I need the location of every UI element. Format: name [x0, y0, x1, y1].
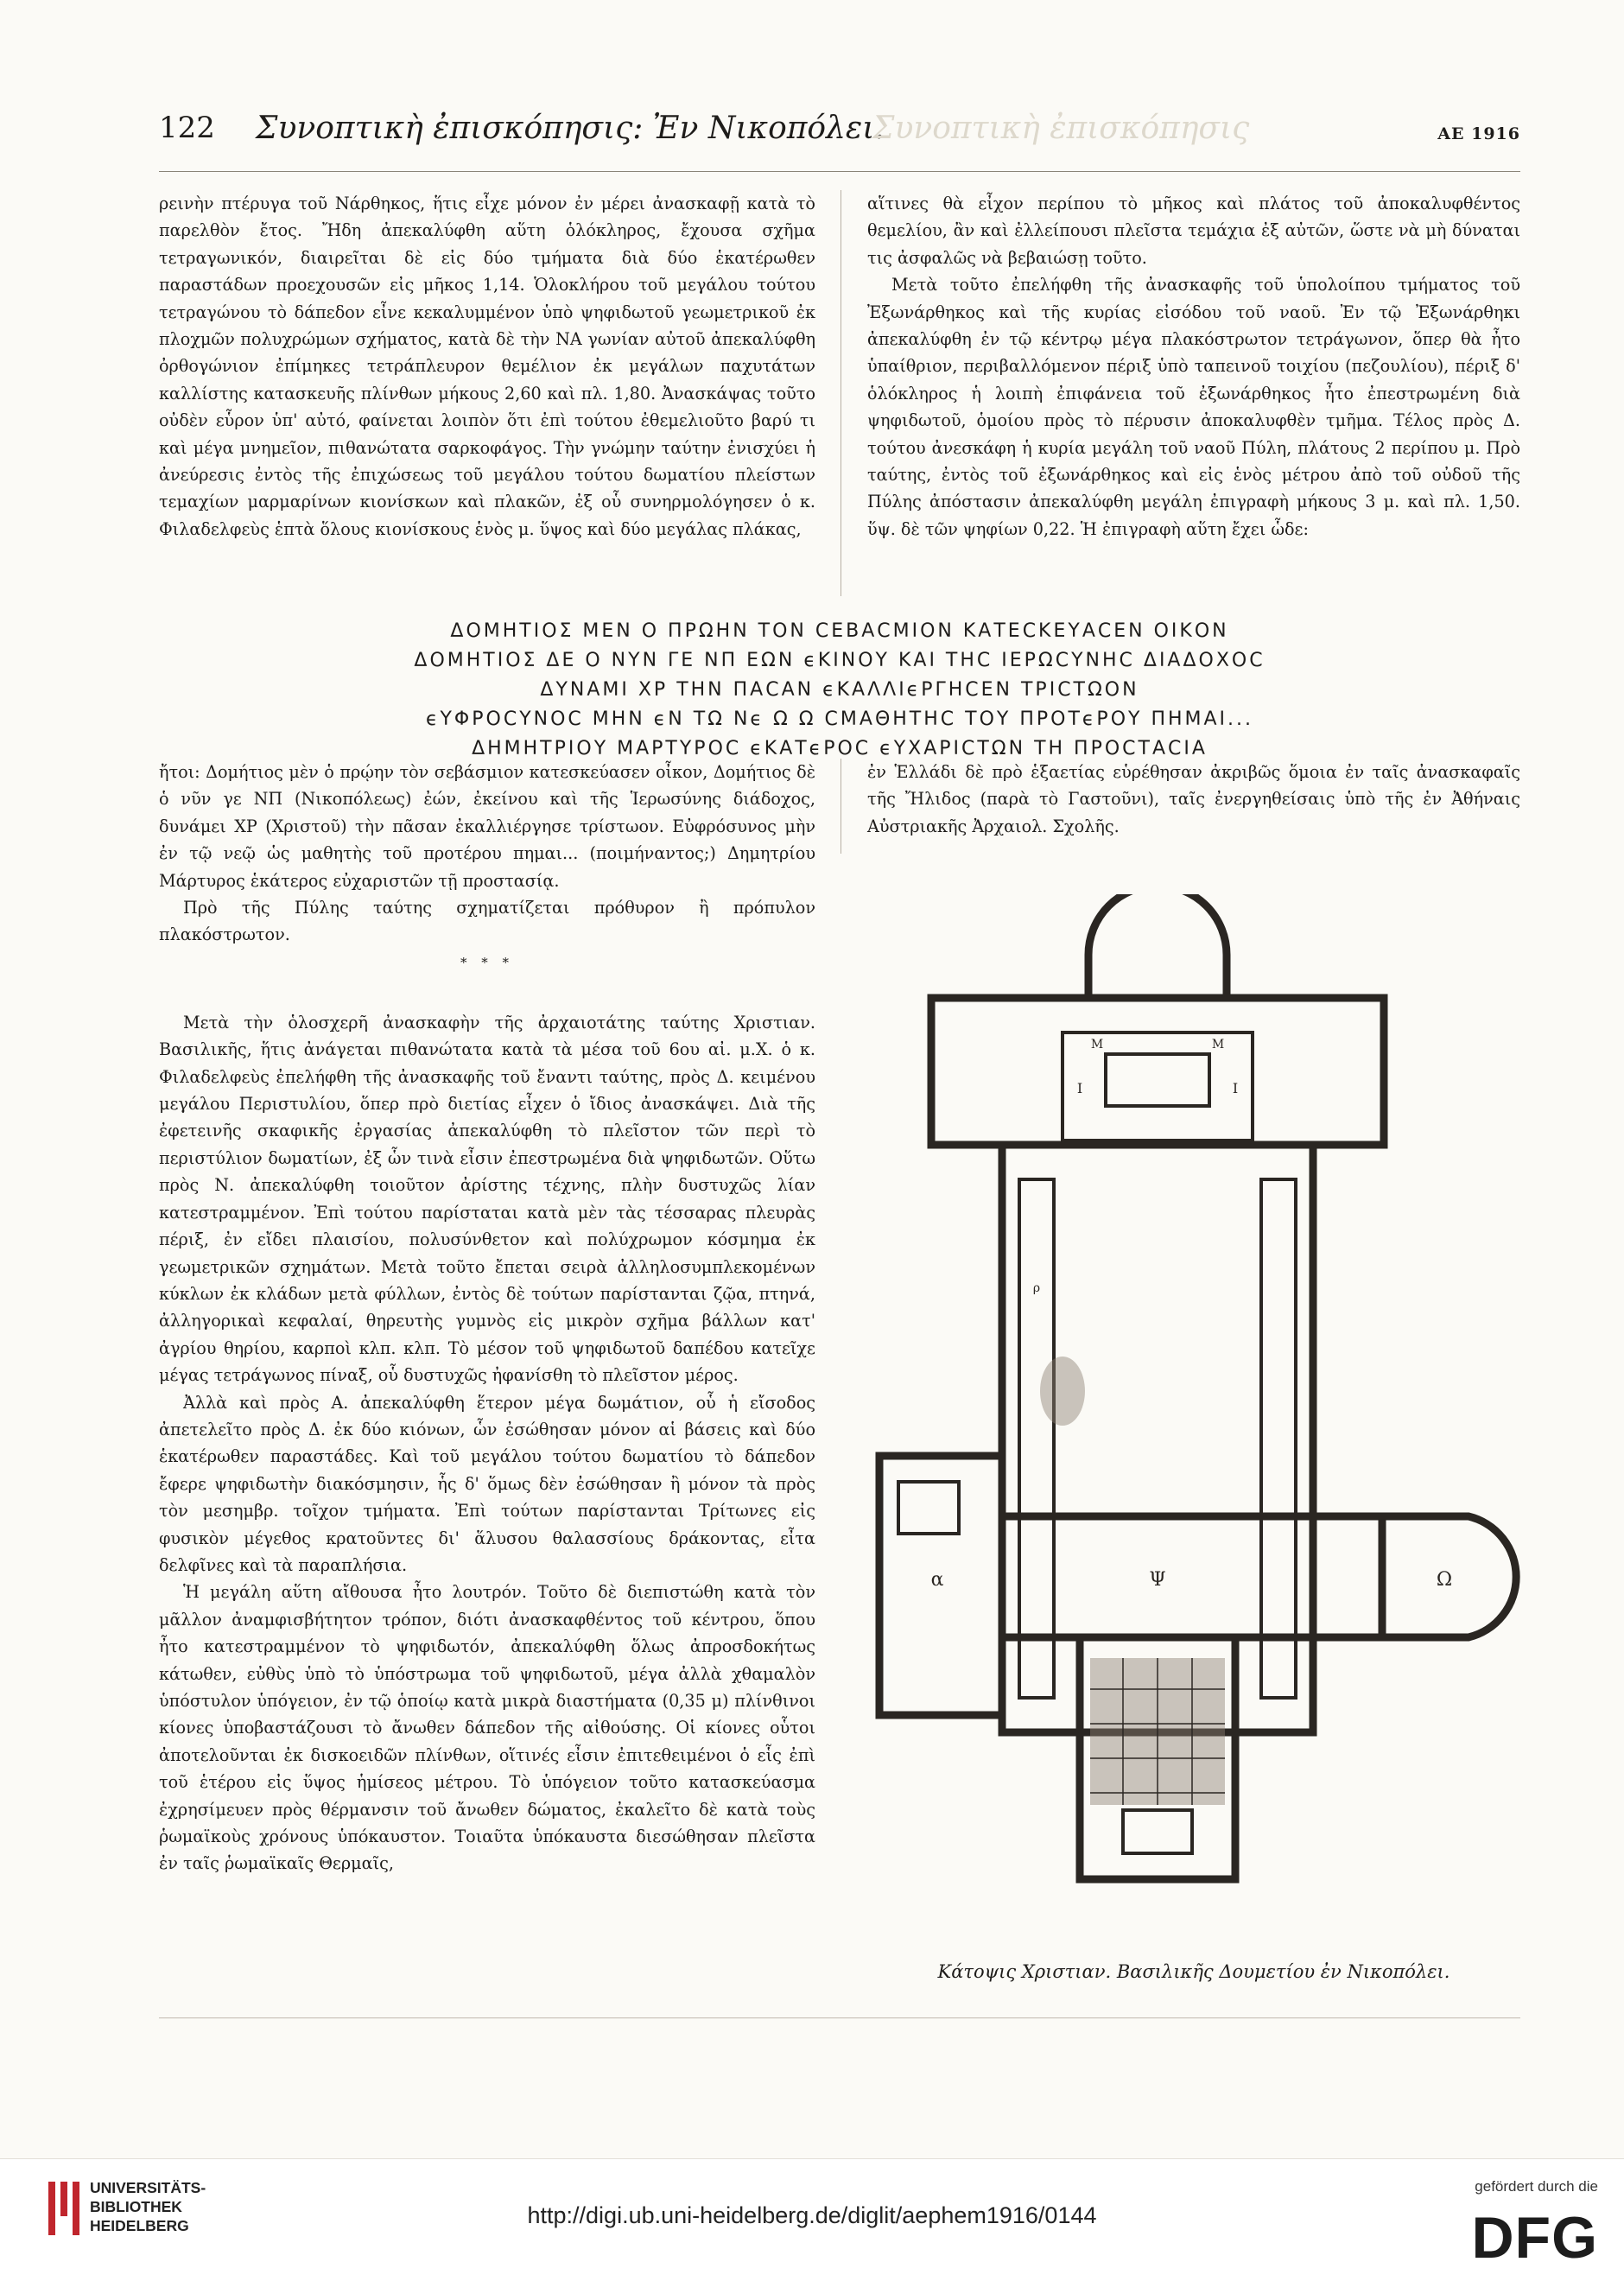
- floor-plan-figure: [864, 894, 1520, 1948]
- label-room-left: α: [930, 1569, 944, 1591]
- section-separator: * * *: [460, 954, 515, 970]
- inscription-line: ΔΟΜΗΤΙΟΣ ΜΕΝ Ο ΠΡΩΗΝ ΤΟΝ ϹΕΒΑϹΜΙΟΝ ΚΑΤΕϹΚΕΥΑϹΕΝ ΟΙΚΟΝ: [450, 620, 1229, 642]
- text-column-left-bottom: [159, 759, 815, 1878]
- nave-wall: [1002, 1145, 1313, 1732]
- source-url-link[interactable]: http://digi.ub.uni-heidelberg.de/diglit/aephem1916/0144: [527, 2202, 1097, 2228]
- entrance-step: [1123, 1810, 1192, 1853]
- text-column-left-top: [159, 190, 815, 543]
- cross-hall-wall: [1002, 1516, 1382, 1637]
- bottom-rule: [159, 2017, 1520, 2018]
- debris-fill: [1040, 1357, 1085, 1426]
- inscription-line: ΔΗΜΗΤΡΙΟΥ ΜΑΡΤΥΡΟϹ ϵΚΑΤϵΡΟϹ ϵΥΧΑΡΙϹΤΩΝ ΤΗ ΠΡΟϹΤΑϹΙΑ: [472, 738, 1208, 759]
- inscription-line: ϵΥΦΡΟϹΥΝΟϹ ΜΗΝ ϵΝ ΤΩ Νϵ Ω Ω ϹΜΑΘΗΤΗϹ ΤΟΥ ΠΡΟΤϵΡΟΥ ΠΗΜΑΙ...: [425, 708, 1254, 730]
- page-number: 122: [159, 111, 215, 145]
- altar-base: [1106, 1054, 1209, 1106]
- paragraph: ἐν Ἑλλάδι δὲ πρὸ ἑξαετίας εὑρέθησαν ἀκριβῶς ὅμοια ἐν ταῖς ἀνασκαφαῖς τῆς Ἤλιδος (παρὰ τὸ Γαστοῦνι), ταῖς ἐνεργηθείσαις ὑπὸ τῆς ἐν Ἀθήναις Αὐστριακῆς Ἀρχαιολ. Σχολῆς.: [867, 762, 1520, 836]
- label-pier: ρ: [1032, 1281, 1041, 1295]
- mosaic-square: [898, 1482, 959, 1534]
- label-m1: Μ: [1090, 1038, 1104, 1052]
- paragraph: Ἡ μεγάλη αὕτη αἴθουσα ἦτο λουτρόν. Τοῦτο δὲ διεπιστώθη κατὰ τὸν μᾶλλον ἀναμφισβήτητον τρόπον, διότι ἀνασκαφθέντος τοῦ κέντρου, ὅπου ἦτο κατεστραμμένον τὸ ψηφιδωτόν, ἀπεκαλύφθη ὅλως ἀπροσδοκήτως κάτωθεν, εὐθὺς ὑπὸ τὸ ὑπόστρωμα τοῦ ψηφιδωτοῦ, μέγα ἀλλὰ χθαμαλὸν ὑπόστυλον ὑπόγειον, ἐν τῷ ὁποίῳ κατὰ μικρὰ διαστήματα (0,35 μ) πλίνθινοι κίονες ὑποβαστάζουσι τὸ ἄνωθεν δάπεδον τῆς αἰθούσης. Οἱ κίονες οὗτοι ἀποτελοῦνται ἐκ δισκοειδῶν πλίνθων, οἵτινές εἶσιν ἐπιτεθειμένοι ὁ εἷς ἐπὶ τοῦ ἑτέρου εἰς ὕψος ἡμίσεος μέτρου. Τὸ ὑπόγειον τοῦτο κατασκεύασμα ἐχρησίμευεν πρὸς θέρμανσιν τοῦ ἄνωθεν δώματος, ἐκαλεῖτο δὲ κατὰ τοὺς ῥωμαϊκοὺς χρόνους ὑπόκαυστον. Τοιαῦτα ὑπόκαυστα διεσώθησαν πλεῖστα ἐν ταῖς ῥωμαϊκαῖς Θερμαῖς,: [159, 1582, 815, 1874]
- inscription-line: ΔΥΝΑΜΙ ΧΡ ΤΗΝ ΠΑϹΑΝ ϵΚΑΛΛΙϵΡΓΗϹΕΝ ΤΡΙϹΤΩΟΝ: [540, 679, 1139, 701]
- text-column-right-bottom: [867, 759, 1520, 840]
- paragraph: αἵτινες θὰ εἶχον περίπου τὸ μῆκος καὶ πλάτος τοῦ ἀποκαλυφθέντος θεμελίου, ἂν καὶ ἐλλείπουσι πλεῖστα τεμάχια ἐξ αὐτῶν, ὥστε νὰ μὴ δύναται τις ἀσφαλῶς νὰ βεβαιώσῃ τοῦτο.: [867, 194, 1520, 268]
- text-column-right-top: [867, 190, 1520, 543]
- running-title: Συνοπτικὴ ἐπισκόπησις: Ἐν Νικοπόλει.: [256, 111, 885, 146]
- inscription-block: [159, 617, 1520, 764]
- label-room-apse: Ω: [1436, 1569, 1453, 1591]
- paragraph: Μετὰ τὴν ὁλοσχερῆ ἀνασκαφὴν τῆς ἀρχαιοτάτης ταύτης Χριστιαν. Βασιλικῆς, ἥτις ἀνάγεται πιθανώτατα κατὰ τὰ μέσα τοῦ 6ου αἰ. μ.Χ. ὁ κ. Φιλαδελφεὺς ἐπελήφθη τῆς ἀνασκαφῆς τοῦ ἔναντι ταύτης, πρὸς Δ. κειμένου μεγάλου Περιστυλίου, ὅπερ πρὸ διετίας εἶχεν ὁ ἴδιος ἀνασκάψει. Διὰ τῆς ἐφετεινῆς σκαφικῆς ἐργασίας ἀπεκαλύφθη τὸ πλεῖστον τῶν περὶ τὸ περιστύλιον δωματίων, ἐξ ὧν τινὰ εἶσιν ἐπεστρωμένα διὰ ψηφιδωτῶν. Οὕτω πρὸς Ν. ἀπεκαλύφθη τοιοῦτον ἀρίστης τέχνης, πλὴν δυστυχῶς λίαν κατεστραμμένον. Ἐπὶ τούτου παρίσταται κατὰ μὲν τὰς τέσσαρας πλευρὰς πέριξ, ἐν εἴδει πλαισίου, πολυσύνθετον καὶ πολύχρωμον κόσμημα ἐκ γεωμετρικῶν σχημάτων. Μετὰ τοῦτο ἔπεται σειρὰ ἀλληλοσυμπλεκομένων κύκλων ἐκ κλάδων μετὰ φύλλων, ἐντὸς δὲ τούτων παρίστανται ζῷα, πτηνά, ἀλληγορικαὶ κεφαλαί, θηρευτὴς γυμνὸς εἰς μικρὸν σχῆμα βάλλων κατ' ἀγρίου θηρίου, καρποὶ κλπ. κλπ. Τὸ μέσον τοῦ ψηφιδωτοῦ δαπέδου κατεῖχε μέγας τετράγωνος πίναξ, οὗ δυστυχῶς ἠφανίσθη τὸ πλεῖστον μέρος.: [159, 1012, 815, 1386]
- university-name: UNIVERSITÄTS- BIBLIOTHEK HEIDELBERG: [90, 2179, 206, 2234]
- inscription-line: ΔΟΜΗΤΙΟΣ ΔΕ Ο ΝΥΝ ΓΕ ΝΠ ΕΩΝ ϵΚΙΝΟΥ ΚΑΙ ΤΗϹ ΙΕΡΩϹΥΝΗϹ ΔΙΑΔΟΧΟϹ: [414, 650, 1266, 671]
- paragraph: Μετὰ τοῦτο ἐπελήφθη τῆς ἀνασκαφῆς τοῦ ὑπολοίπου τμήματος τοῦ Ἐξωνάρθηκος καὶ τῆς κυρίας εἰσόδου τοῦ ναοῦ. Ἐν τῷ Ἐξωνάρθηκι ἀπεκαλύφθη ἐν τῷ κέντρῳ μέγα πλακόστρωτον τετράγωνον, ὅπερ θὰ ἦτο ὑπαίθριον, περιβαλλόμενον πέριξ ὑπὸ ταπεινοῦ τοιχίου (πεζουλίου), πέριξ δ' ὁλόκληρος ἡ λοιπὴ ἐπιφάνεια τοῦ ἐξωνάρθηκος ἦτο ἐπεστρωμένη διὰ ψηφιδωτοῦ, ὁμοίου πρὸς τὸ πέρυσιν ἀποκαλυφθὲν τμῆμα. Τέλος πρὸς Δ. τούτου ἀνεσκάφη ἡ κυρία μεγάλη τοῦ ναοῦ Πύλη, πλάτους 2 περίπου μ. Πρὸ ταύτης, ἐντὸς τοῦ ἐξωνάρθηκος καὶ εἰς ἑνὸς μέτρου ἀπὸ τοῦ οὐδοῦ τῆς Πύλης ἀπόστασιν ἀπεκαλύφθη μεγάλη ἐπιγραφὴ μήκους 3 μ. καὶ πλ. 1,50. ὕψ. δὲ τῶν ψηφίων 0,22. Ἡ ἐπιγραφὴ αὕτη ἔχει ὧδε:: [867, 275, 1520, 539]
- dfg-label: gefördert durch die: [1475, 2178, 1598, 2195]
- label-m2: Μ: [1211, 1038, 1225, 1052]
- footer-bar: [0, 2158, 1624, 2281]
- figure-caption: Κάτοψις Χριστιαν. Βασιλικῆς Δουμετίου ἐν Νικοπόλει.: [937, 1961, 1450, 1982]
- paragraph: Πρὸ τῆς Πύλης ταύτης σχηματίζεται πρόθυρον ἢ πρόπυλον πλακόστρωτον.: [159, 898, 815, 945]
- aisle-stylobate-right: [1261, 1179, 1296, 1698]
- bleed-through-title: Συνοπτικὴ ἐπισκόπησις: [872, 111, 1250, 146]
- paragraph: ρεινὴν πτέρυγα τοῦ Νάρθηκος, ἥτις εἶχε μόνον ἐν μέρει ἀνασκαφῇ κατὰ τὸ παρελθὸν ἔτος. Ἤδη ἀπεκαλύφθη αὕτη ὁλόκληρος, ἔχουσα σχῆμα τετραγωνικόν, διαιρεῖται δὲ εἰς δύο τμήματα διὰ δύο ἑκατέρωθεν παραστάδων προεχουσῶν εἰς μῆκος 1,14. Ὁλοκλήρου τοῦ μεγάλου τούτου τετραγώνου τὸ δάπεδον εἶνε κεκαλυμμένον ὑπὸ ψηφιδωτοῦ γεωμετρικοῦ ἐκ πλοχμῶν πολυχρώμων σχήματος, κατὰ δὲ τὴν ΝΑ γωνίαν αὐτοῦ ἀπεκαλύφθη ὀρθογώνιον ἐπίμηκες τετράπλευρον θεμέλιον ἐκ μεγάλων παχυτάτων καλλίστης κατασκευῆς πλίνθων μήκους 2,60 καὶ πλ. 1,80. Ἀνασκάψας τοῦτο οὐδὲν εὗρον ὑπ' αὐτό, φαίνεται λοιπὸν ὅτι ἐπὶ τούτου ἐθεμελιοῦτο βαρύ τι καὶ μέγα μνημεῖον, πιθανώτατα σαρκοφάγος. Τὴν γνώμην ταύτην ἐνισχύει ἡ ἀνεύρεσις ἐντὸς τῆς ἐπιχώσεως τοῦ μεγάλου τούτου δωματίου πλείστων τεμαχίων μαρμαρίνων κιονίσκων καὶ πλακῶν, ἐξ οὗ συνηρμολόγησεν ὁ κ. Φιλαδελφεὺς ἑπτὰ ὅλους κιονίσκους ἑνὸς μ. ὕψος καὶ δύο μεγάλας πλάκας,: [159, 194, 815, 539]
- paragraph: ἤτοι: Δομήτιος μὲν ὁ πρῴην τὸν σεβάσμιον κατεσκεύασεν οἶκον, Δομήτιος δὲ ὁ νῦν γε ΝΠ (Νικοπόλεως) ἐών, ἐκείνου καὶ τῆς Ἱερωσύνης διάδοχος, δυνάμει ΧΡ (Χριστοῦ) τὴν πᾶσαν ἐκαλλιέργησε τρίστωον. Εὐφρόσυνος μὴν ἐν τῷ νεῷ ὡς μαθητὴς τοῦ προτέρου πημαι... (ποιμήναντος;) Δημητρίου Μάρτυρος ἑκάτερος εὐχαριστῶν τῇ προστασίᾳ.: [159, 762, 815, 891]
- aisle-stylobate-left: [1019, 1179, 1054, 1698]
- running-year: ΑΕ 1916: [1437, 124, 1520, 143]
- paragraph: Ἀλλὰ καὶ πρὸς Α. ἀπεκαλύφθη ἕτερον μέγα δωμάτιον, οὗ ἡ εἴσοδος ἀπετελεῖτο πρὸς Δ. ἐκ δύο κιόνων, ὧν ἐσώθησαν μόνον αἱ βάσεις καὶ δύο ἑκατέρωθεν παραστάδες. Καὶ τοῦ μεγάλου τούτου δωματίου τὸ δάπεδον ἔφερε ψηφιδωτὴν διακόσμησιν, ἧς δ' ὅμως δὲν ἐσώθησαν ἢ μόνον τὰ πρὸς τὸν μεσημβρ. τοῖχον τμήματα. Ἐπὶ τούτων παρίστανται Τρίτωνες εἰς φυσικὸν μέγεθος κρατοῦντες δι' ἅλυσου θαλασσίους δράκοντας, εἶτα δελφῖνες καὶ τὰ παραπλήσια.: [159, 1392, 815, 1575]
- dfg-logo: DFG: [1471, 2205, 1598, 2271]
- page-header: [159, 111, 1520, 152]
- label-altar-left: Ι: [1076, 1080, 1083, 1096]
- label-room-center: Ψ: [1149, 1569, 1166, 1591]
- transept-wall: [931, 998, 1384, 1145]
- floor-plan-drawing: [864, 894, 1520, 1948]
- apse-wall: [1088, 894, 1227, 998]
- label-altar-right: Ι: [1232, 1080, 1239, 1096]
- header-rule: [159, 171, 1520, 172]
